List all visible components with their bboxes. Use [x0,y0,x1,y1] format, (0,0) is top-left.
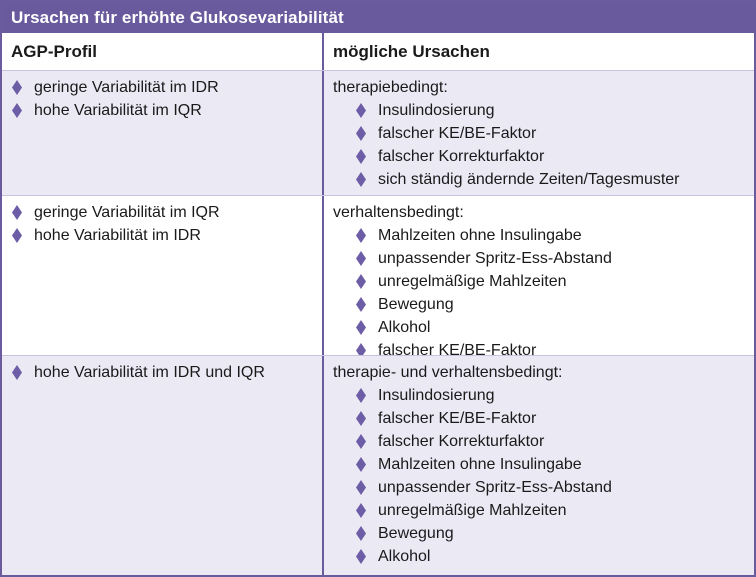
cause-bullet-list [355,224,745,355]
list-item-label: Alkohol [378,548,431,565]
table-row [2,70,754,195]
table-title: Ursachen für erhöhte Glukosevariabilität [2,2,754,33]
list-item-label: Mahlzeiten ohne Insulingabe [378,227,582,244]
list-item-cause-1-3 [355,293,745,316]
table-body [2,70,754,575]
list-item-cause-2-2 [355,430,745,453]
diamond-bullet-icon [356,172,366,187]
list-item-label: unregelmäßige Mahlzeiten [378,273,567,290]
cause-bullet-list [355,99,745,191]
diamond-bullet-icon [356,320,366,335]
list-item-label: unregelmäßige Mahlzeiten [378,502,567,519]
cause-category-label: therapie- und verhaltensbedingt: [333,364,563,381]
list-item-cause-2-7 [355,545,745,568]
list-item-cause-2-3 [355,453,745,476]
list-item-label: Insulindosierung [378,387,495,404]
profile-bullet-list [11,76,313,122]
list-item-cause-2-6 [355,522,745,545]
column-header-agp-profil: AGP-Profil [11,41,97,61]
diamond-bullet-icon [12,205,22,220]
list-item-profile-0-1 [11,99,313,122]
list-item-label: sich ständig ändernde Zeiten/Tagesmuster [378,171,680,188]
diamond-bullet-icon [12,228,22,243]
list-item-label: unpassender Spritz-Ess-Abstand [378,479,612,496]
list-item-label: falscher KE/BE-Faktor [378,342,537,355]
list-item-cause-1-5 [355,339,745,355]
list-item-profile-1-0 [11,201,313,224]
list-item-cause-2-5 [355,499,745,522]
diamond-bullet-icon [356,526,366,541]
table-row [2,355,754,575]
diamond-bullet-icon [356,480,366,495]
cause-bullet-list [355,384,745,568]
diamond-bullet-icon [356,343,366,355]
diamond-bullet-icon [356,274,366,289]
list-item-label: Bewegung [378,525,454,542]
diamond-bullet-icon [12,103,22,118]
diamond-bullet-icon [356,549,366,564]
diamond-bullet-icon [356,251,366,266]
profile-bullet-list [11,201,313,247]
list-item-label: Mahlzeiten ohne Insulingabe [378,456,582,473]
diamond-bullet-icon [356,503,366,518]
diamond-bullet-icon [356,457,366,472]
list-item-cause-1-2 [355,270,745,293]
list-item-label: falscher KE/BE-Faktor [378,410,537,427]
list-item-cause-1-4 [355,316,745,339]
diamond-bullet-icon [356,228,366,243]
list-item-profile-1-1 [11,224,313,247]
list-item-label: Alkohol [378,319,431,336]
agp-profil-cell [2,196,322,355]
diamond-bullet-icon [356,388,366,403]
column-header-moegliche-ursachen: mögliche Ursachen [322,33,754,70]
list-item-label: hohe Variabilität im IQR [34,102,202,119]
list-item-cause-2-0 [355,384,745,407]
list-item-label: falscher Korrekturfaktor [378,148,545,165]
column-header-row [2,33,754,70]
list-item-cause-1-0 [355,224,745,247]
ursachen-cell [322,196,754,355]
profile-bullet-list [11,361,313,384]
diamond-bullet-icon [356,434,366,449]
list-item-cause-0-0 [355,99,745,122]
list-item-cause-0-1 [355,122,745,145]
diamond-bullet-icon [12,365,22,380]
ursachen-cell [322,356,754,575]
list-item-label: unpassender Spritz-Ess-Abstand [378,250,612,267]
diamond-bullet-icon [356,103,366,118]
list-item-cause-1-1 [355,247,745,270]
diamond-bullet-icon [12,80,22,95]
list-item-label: hohe Variabilität im IDR und IQR [34,364,265,381]
cause-category-label: verhaltensbedingt: [333,204,464,221]
list-item-label: Insulindosierung [378,102,495,119]
list-item-label: falscher Korrekturfaktor [378,433,545,450]
list-item-cause-0-3 [355,168,745,191]
list-item-label: geringe Variabilität im IQR [34,204,220,221]
list-item-profile-2-0 [11,361,313,384]
diamond-bullet-icon [356,126,366,141]
diamond-bullet-icon [356,411,366,426]
ursachen-cell [322,71,754,195]
agp-profil-cell [2,356,322,575]
diamond-bullet-icon [356,297,366,312]
list-item-label: Bewegung [378,296,454,313]
list-item-profile-0-0 [11,76,313,99]
table-row [2,195,754,355]
cause-category-label: therapiebedingt: [333,79,448,96]
list-item-cause-0-2 [355,145,745,168]
list-item-label: hohe Variabilität im IDR [34,227,201,244]
list-item-cause-2-4 [355,476,745,499]
list-item-cause-2-1 [355,407,745,430]
list-item-label: falscher KE/BE-Faktor [378,125,537,142]
diamond-bullet-icon [356,149,366,164]
agp-profil-cell [2,71,322,195]
list-item-label: geringe Variabilität im IDR [34,79,219,96]
